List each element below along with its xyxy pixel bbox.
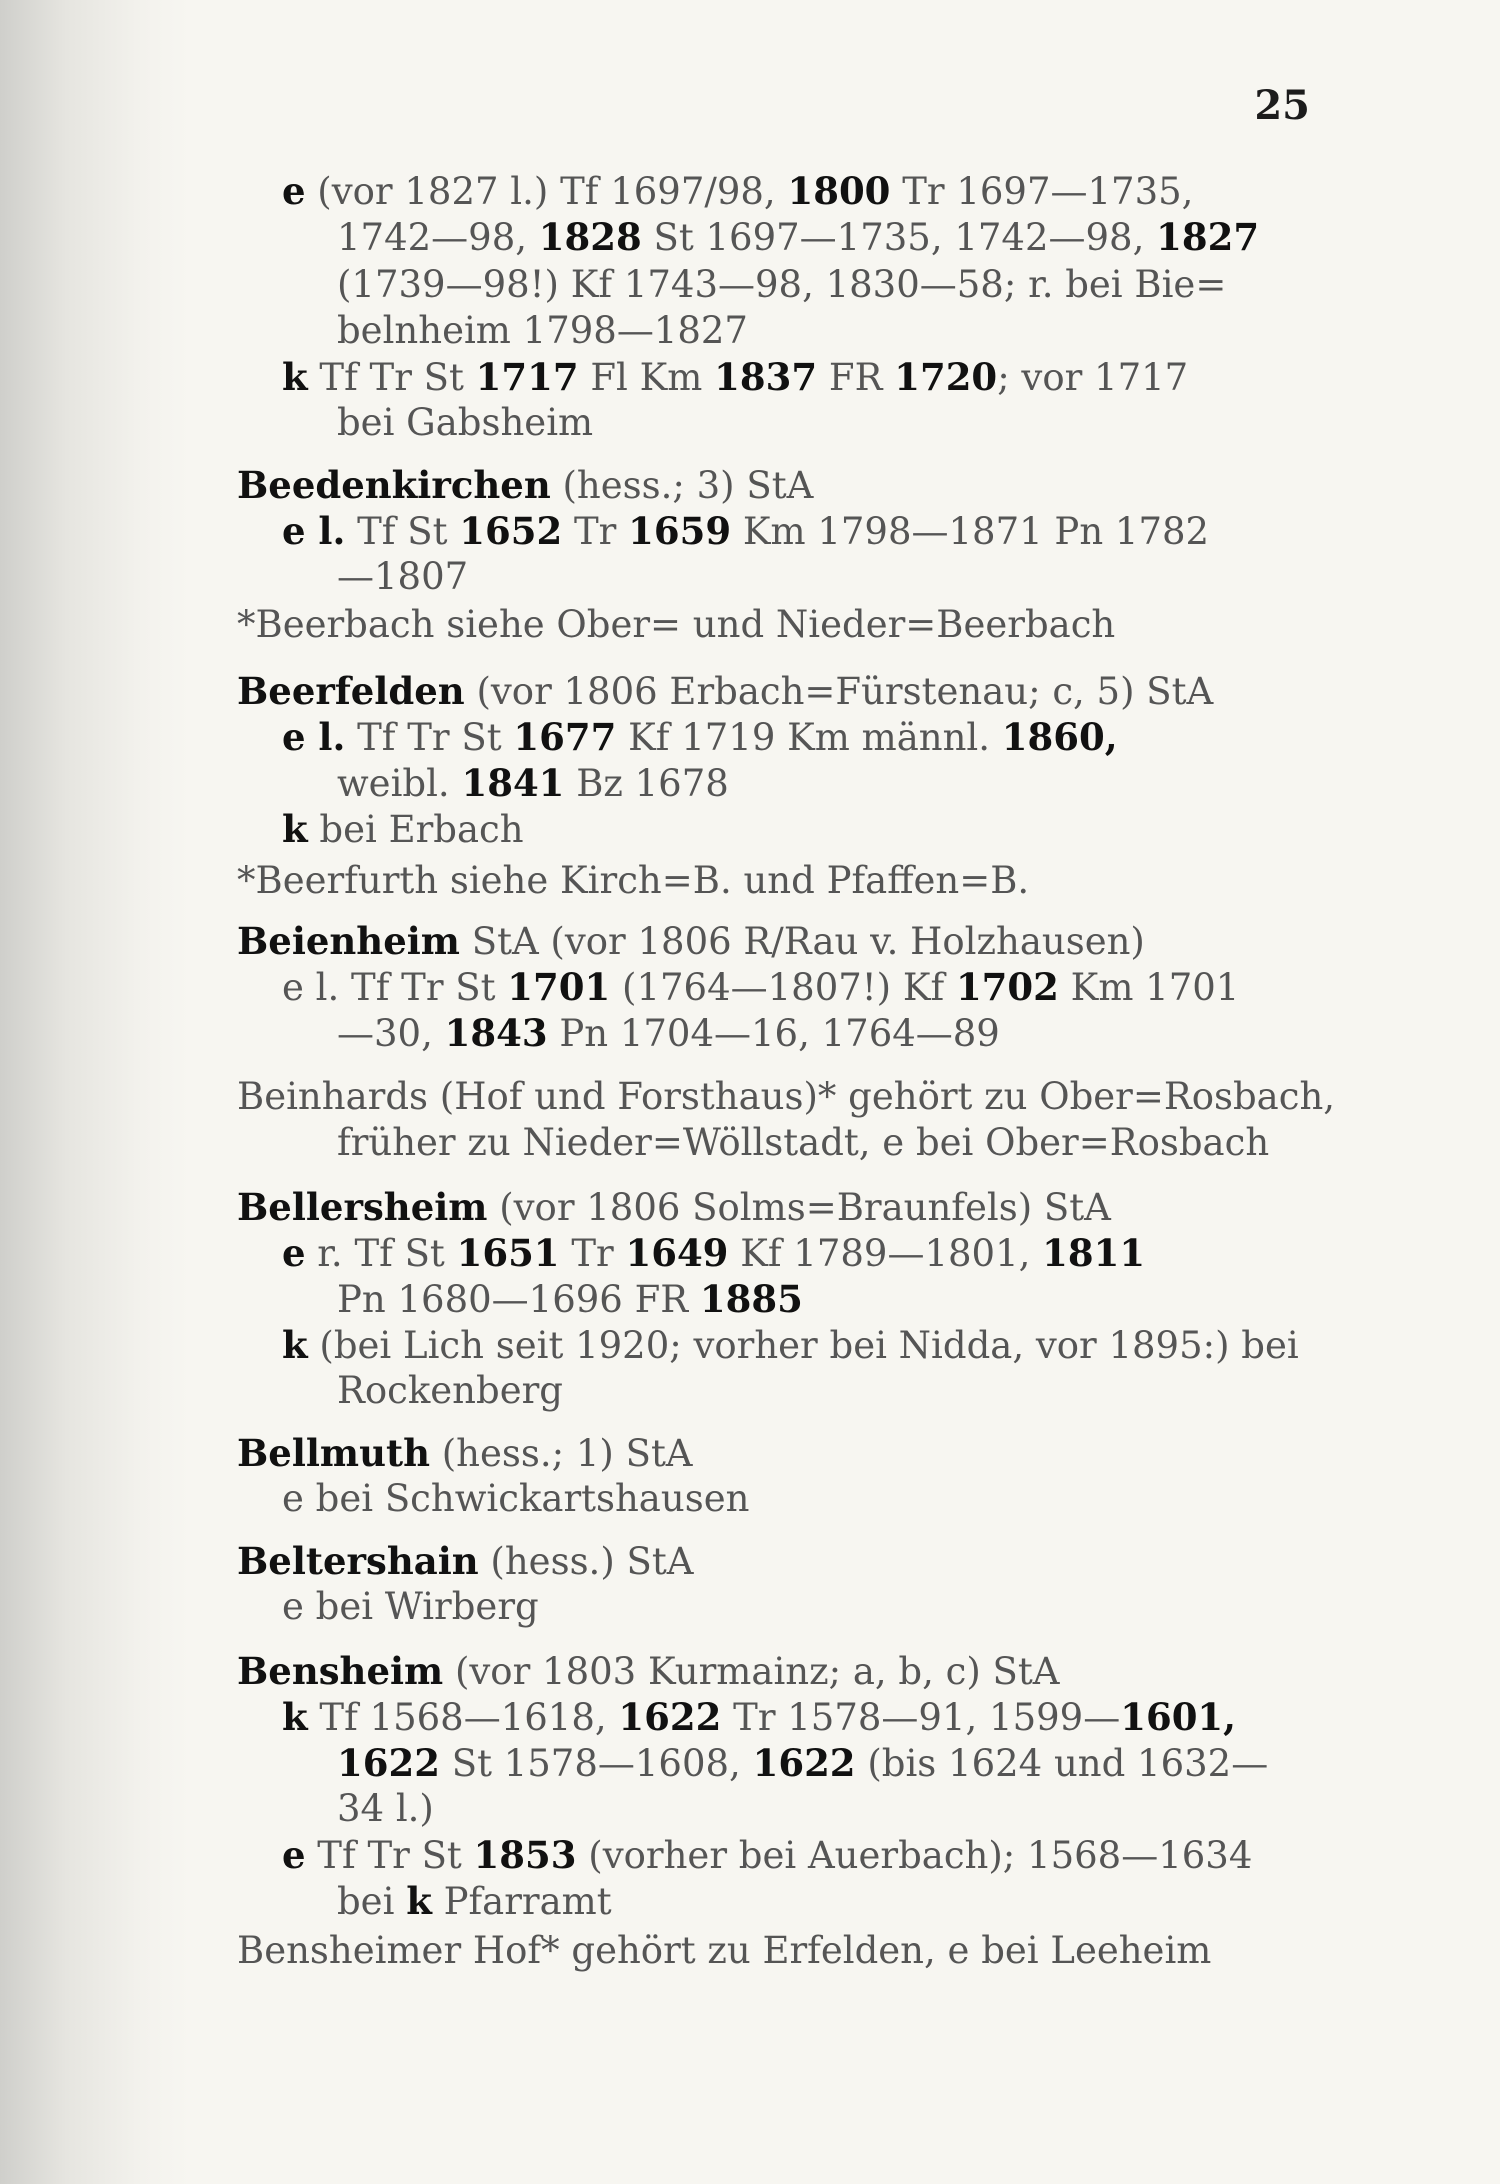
bold-text: Beerfelden bbox=[237, 669, 465, 713]
text-segment: Tr 1578—91, 1599— bbox=[721, 1696, 1121, 1739]
text-segment: (vorher bei Auerbach); 1568—1634 bbox=[576, 1834, 1253, 1877]
text-line bbox=[282, 168, 1193, 214]
text-line bbox=[282, 1694, 1236, 1740]
text-line bbox=[337, 1368, 563, 1414]
text-line bbox=[337, 400, 593, 446]
bold-text: 1659 bbox=[628, 509, 732, 553]
text-line bbox=[282, 806, 524, 852]
bold-text: Bensheim bbox=[237, 1649, 444, 1693]
bold-text: 1837 bbox=[714, 355, 818, 399]
entry-heading-line bbox=[237, 668, 1213, 714]
bold-text: 1702 bbox=[955, 965, 1059, 1009]
bold-text: 1717 bbox=[475, 355, 579, 399]
bold-text: e bbox=[282, 1833, 306, 1877]
text-segment: Tf Tr St bbox=[345, 716, 514, 759]
text-segment: r. Tf St bbox=[305, 1232, 457, 1275]
text-segment: Pn 1704—16, 1764—89 bbox=[547, 1012, 1000, 1055]
text-line bbox=[337, 1010, 1000, 1056]
text-segment: Km 1798—1871 Pn 1782 bbox=[731, 510, 1210, 553]
text-segment: weibl. bbox=[337, 762, 462, 805]
text-line bbox=[337, 760, 729, 806]
text-segment: Pn 1680—1696 FR bbox=[337, 1278, 700, 1321]
text-segment: Bensheimer Hof* gehört zu Erfelden, e bei Leeheim bbox=[237, 1929, 1212, 1972]
bold-text: k bbox=[282, 1695, 308, 1739]
text-segment: Kf 1719 Km männl. bbox=[616, 716, 1002, 759]
bold-text: 1860, bbox=[1001, 715, 1118, 759]
bold-text: k bbox=[282, 807, 308, 851]
text-line bbox=[282, 1322, 1299, 1368]
bold-text: e l. bbox=[282, 509, 346, 553]
text-segment: (bei Lich seit 1920; vorher bei Nidda, vor 1895:) bei bbox=[307, 1324, 1299, 1367]
text-segment: (vor 1806 Erbach=Fürstenau; c, 5) StA bbox=[464, 670, 1214, 713]
text-segment: St 1578—1608, bbox=[439, 1742, 753, 1785]
text-segment: —1807 bbox=[337, 555, 469, 598]
text-segment: früher zu Nieder=Wöllstadt, e bei Ober=Rosbach bbox=[337, 1121, 1270, 1164]
entry-heading-line bbox=[237, 462, 813, 508]
bold-text: 1649 bbox=[625, 1231, 729, 1275]
text-segment: (bis 1624 und 1632— bbox=[855, 1742, 1269, 1785]
entry-heading-line bbox=[237, 918, 1145, 964]
text-line bbox=[237, 1074, 1335, 1120]
text-line bbox=[282, 714, 1118, 760]
text-line bbox=[337, 1120, 1269, 1166]
bold-text: Beltershain bbox=[237, 1539, 479, 1583]
text-segment: Tr bbox=[559, 1232, 626, 1275]
bold-text: 1885 bbox=[699, 1277, 803, 1321]
entry-heading-line bbox=[237, 1430, 693, 1476]
text-line bbox=[282, 1832, 1252, 1878]
bold-text: 1677 bbox=[513, 715, 617, 759]
text-segment: bei Erbach bbox=[307, 808, 524, 851]
bold-text: 1811 bbox=[1042, 1231, 1146, 1275]
text-line bbox=[237, 1928, 1211, 1974]
bold-text: k bbox=[282, 1323, 308, 1367]
page-gutter-shadow bbox=[0, 0, 190, 2184]
text-segment: Beinhards (Hof und Forsthaus)* gehört zu Ober=Rosbach, bbox=[237, 1075, 1336, 1118]
text-segment: Fl Km bbox=[578, 356, 715, 399]
text-line bbox=[337, 1786, 434, 1832]
bold-text: e bbox=[282, 169, 306, 213]
cross-reference-line bbox=[237, 858, 1029, 904]
bold-text: 1652 bbox=[459, 509, 563, 553]
text-segment: 1742—98, bbox=[337, 216, 539, 259]
text-segment: belnheim 1798—1827 bbox=[337, 309, 748, 352]
text-segment: (hess.; 3) StA bbox=[550, 464, 814, 507]
bold-text: k bbox=[406, 1879, 432, 1923]
bold-text: k bbox=[282, 355, 308, 399]
text-segment: e bei Schwickartshausen bbox=[282, 1477, 750, 1520]
bold-text: 1622 bbox=[618, 1695, 722, 1739]
text-segment: (1739—98!) Kf 1743—98, 1830—58; r. bei Bie= bbox=[337, 263, 1227, 306]
text-segment: (hess.) StA bbox=[478, 1540, 694, 1583]
bold-text: 1622 bbox=[752, 1741, 856, 1785]
text-segment: Tr bbox=[562, 510, 629, 553]
bold-text: 1841 bbox=[461, 761, 565, 805]
text-segment: e bei Wirberg bbox=[282, 1585, 539, 1628]
entry-heading-line bbox=[237, 1538, 693, 1584]
bold-text: 1828 bbox=[538, 215, 642, 259]
entry-heading-line bbox=[237, 1184, 1111, 1230]
entry-heading-line bbox=[237, 1648, 1059, 1694]
page-number: 25 bbox=[1254, 82, 1310, 129]
text-line bbox=[337, 554, 468, 600]
text-segment: (1764—1807!) Kf bbox=[610, 966, 956, 1009]
text-segment: (vor 1806 Solms=Braunfels) StA bbox=[487, 1186, 1111, 1229]
bold-text: 1720 bbox=[894, 355, 998, 399]
text-segment: ; vor 1717 bbox=[997, 356, 1189, 399]
text-segment: Tf Tr St bbox=[307, 356, 476, 399]
text-line bbox=[337, 1276, 803, 1322]
text-segment: *Beerbach siehe Ober= und Nieder=Beerbach bbox=[237, 603, 1116, 646]
text-line bbox=[337, 308, 748, 354]
bold-text: Bellmuth bbox=[237, 1431, 430, 1475]
text-line bbox=[337, 262, 1226, 308]
text-segment: Km 1701 bbox=[1058, 966, 1240, 1009]
cross-reference-line bbox=[237, 602, 1115, 648]
bold-text: 1800 bbox=[787, 169, 891, 213]
text-segment: St 1697—1735, 1742—98, bbox=[641, 216, 1157, 259]
text-segment: Tf St bbox=[345, 510, 460, 553]
text-segment: Tf 1568—1618, bbox=[307, 1696, 619, 1739]
text-line bbox=[282, 1476, 749, 1522]
text-segment: 34 l.) bbox=[337, 1787, 434, 1830]
text-segment: Kf 1789—1801, bbox=[728, 1232, 1043, 1275]
text-line bbox=[282, 1230, 1145, 1276]
text-segment: Tr 1697—1735, bbox=[890, 170, 1194, 213]
text-line bbox=[282, 964, 1239, 1010]
bold-text: 1827 bbox=[1156, 215, 1260, 259]
text-segment: StA (vor 1806 R/Rau v. Holzhausen) bbox=[459, 920, 1145, 963]
text-segment: Rockenberg bbox=[337, 1369, 563, 1412]
bold-text: 1853 bbox=[473, 1833, 577, 1877]
text-segment: (hess.; 1) StA bbox=[429, 1432, 693, 1475]
bold-text: 1622 bbox=[337, 1741, 440, 1785]
bold-text: 1843 bbox=[444, 1011, 548, 1055]
bold-text: e l. bbox=[282, 715, 346, 759]
bold-text: 1601, bbox=[1120, 1695, 1237, 1739]
text-segment: e l. Tf Tr St bbox=[282, 966, 508, 1009]
text-segment: *Beerfurth siehe Kirch=B. und Pfaffen=B. bbox=[237, 859, 1030, 902]
text-line bbox=[337, 1740, 1268, 1786]
text-line bbox=[282, 1584, 539, 1630]
text-segment: —30, bbox=[337, 1012, 445, 1055]
bold-text: e bbox=[282, 1231, 306, 1275]
bold-text: Beienheim bbox=[237, 919, 460, 963]
text-line bbox=[282, 354, 1188, 400]
bold-text: Beedenkirchen bbox=[237, 463, 551, 507]
text-segment: FR bbox=[817, 356, 895, 399]
bold-text: Bellersheim bbox=[237, 1185, 488, 1229]
bold-text: 1651 bbox=[456, 1231, 560, 1275]
text-segment: Bz 1678 bbox=[564, 762, 729, 805]
text-segment: bei bbox=[337, 1880, 407, 1923]
text-segment: bei Gabsheim bbox=[337, 401, 594, 444]
text-segment: (vor 1803 Kurmainz; a, b, c) StA bbox=[443, 1650, 1060, 1693]
text-line bbox=[337, 1878, 612, 1924]
text-segment: Tf Tr St bbox=[305, 1834, 474, 1877]
text-line bbox=[337, 214, 1259, 260]
text-segment: (vor 1827 l.) Tf 1697/98, bbox=[305, 170, 788, 213]
text-line bbox=[282, 508, 1209, 554]
text-segment: Pfarramt bbox=[431, 1880, 612, 1923]
bold-text: 1701 bbox=[507, 965, 611, 1009]
